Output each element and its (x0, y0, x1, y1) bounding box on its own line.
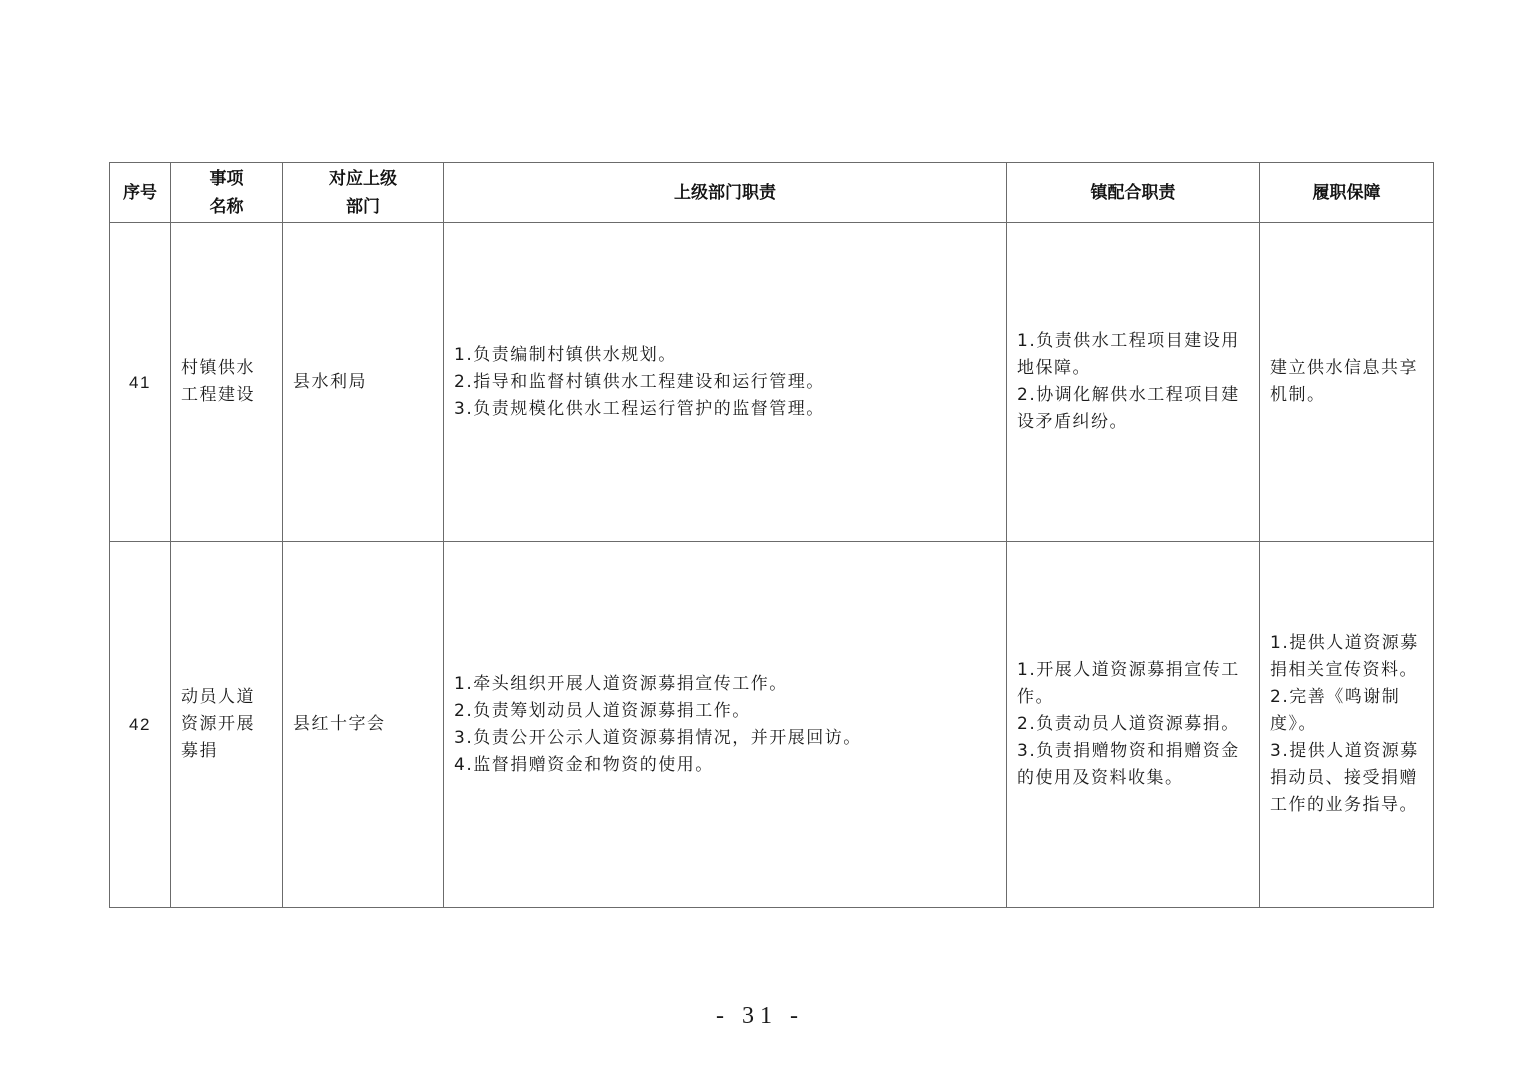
header-seq: 序号 (110, 163, 171, 223)
header-guarantee: 履职保障 (1260, 163, 1434, 223)
header-town-duties: 镇配合职责 (1007, 163, 1260, 223)
row-seq: 41 (110, 223, 171, 542)
duties-table (109, 162, 1434, 908)
header-row (110, 163, 1434, 223)
row-dept: 县红十字会 (283, 542, 444, 908)
row-guarantee: 建立供水信息共享 机制。 (1260, 223, 1434, 542)
row-upper-duties: 1.牵头组织开展人道资源募捐宣传工作。 2.负责筹划动员人道资源募捐工作。 3.负责公开公示人道资源募捐情况，并开展回访。 4.监督捐赠资金和物资的使用。 (444, 542, 1007, 908)
row-item-name: 村镇供水 工程建设 (171, 223, 283, 542)
header-name: 事项 名称 (171, 163, 283, 223)
row-item-name: 动员人道 资源开展 募捐 (171, 542, 283, 908)
table-row (110, 223, 1434, 542)
row-guarantee: 1.提供人道资源募 捐相关宣传资料。 2.完善《鸣谢制 度》。 3.提供人道资源募 捐动员、接受捐赠 工作的业务指导。 (1260, 542, 1434, 908)
row-town-duties: 1.负责供水工程项目建设用 地保障。 2.协调化解供水工程项目建 设矛盾纠纷。 (1007, 223, 1260, 542)
row-dept: 县水利局 (283, 223, 444, 542)
page-number: - 31 - (716, 1003, 804, 1029)
table-row (110, 542, 1434, 908)
header-dept: 对应上级 部门 (283, 163, 444, 223)
row-town-duties: 1.开展人道资源募捐宣传工 作。 2.负责动员人道资源募捐。 3.负责捐赠物资和捐赠资金 的使用及资料收集。 (1007, 542, 1260, 908)
row-seq: 42 (110, 542, 171, 908)
row-upper-duties: 1.负责编制村镇供水规划。 2.指导和监督村镇供水工程建设和运行管理。 3.负责规模化供水工程运行管护的监督管理。 (444, 223, 1007, 542)
header-upper-duties: 上级部门职责 (444, 163, 1007, 223)
